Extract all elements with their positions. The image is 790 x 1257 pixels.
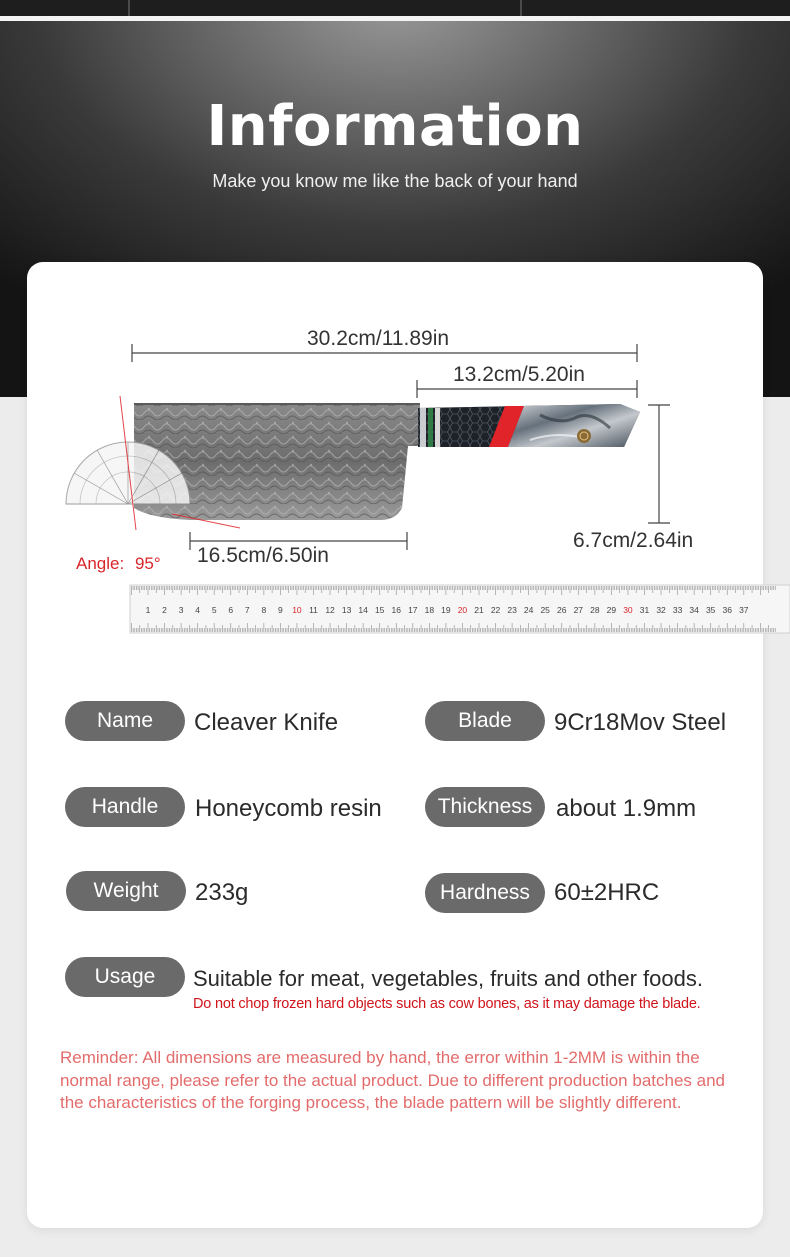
ruler-number: 17: [408, 605, 418, 615]
ruler-number: 19: [441, 605, 451, 615]
ruler-number: 14: [358, 605, 368, 615]
ruler-number: 34: [689, 605, 699, 615]
ruler-number: 2: [162, 605, 167, 615]
ruler-number: 4: [195, 605, 201, 615]
angle-label: [76, 554, 161, 574]
ruler-number: 28: [590, 605, 600, 615]
spec-label-hardness: Hardness: [425, 873, 545, 913]
ruler-number: 35: [705, 605, 716, 615]
ruler-number: 8: [261, 605, 267, 615]
spec-label-name: Name: [65, 701, 185, 741]
ruler-number: 15: [374, 605, 385, 615]
ruler-number: 25: [540, 605, 550, 615]
reminder-note: Reminder: All dimensions are measured by hand, the error within 1-2MM is within the normal range, please refer to the actual product. Due to different production batches and the characteristics of the forging process, the blade pattern will be slightly different.: [60, 1048, 725, 1112]
spec-value-hardness: 60±2HRC: [554, 879, 660, 906]
ruler-number: 20: [457, 605, 468, 615]
handle-rivet-logo: [577, 429, 591, 443]
spec-value-blade: 9Cr18Mov Steel: [554, 709, 727, 736]
angle-label-text: Angle:: [76, 554, 125, 573]
spec-value-weight: 233g: [195, 879, 249, 906]
ruler-number: 29: [606, 605, 617, 615]
blade-height-label: 6.7cm/2.64in: [573, 529, 694, 552]
spec-label-handle: Handle: [65, 787, 185, 827]
ruler-number: 18: [424, 605, 435, 615]
ruler-number: 10: [292, 605, 302, 615]
spec-value-handle: Honeycomb resin: [195, 795, 382, 822]
ruler-number: 13: [341, 605, 352, 615]
ruler-number: 36: [722, 605, 732, 615]
overall-length-label: 30.2cm/11.89in: [307, 327, 450, 350]
spec-value-usage: Suitable for meat, vegetables, fruits and other foods.: [193, 966, 703, 991]
ruler-number: 24: [523, 605, 534, 615]
ruler-number: 5: [211, 605, 217, 615]
usage-warning: Do not chop frozen hard objects such as cow bones, as it may damage the blade.: [193, 996, 701, 1012]
spec-value-name: Cleaver Knife: [194, 709, 339, 736]
ruler-number: 3: [178, 605, 184, 615]
ruler: [130, 585, 790, 633]
spec-label-thickness: Thickness: [425, 787, 545, 827]
ruler-number: 23: [507, 605, 517, 615]
ruler-number: 22: [490, 605, 501, 615]
ruler-number: 16: [391, 605, 401, 615]
ruler-number: 7: [244, 605, 250, 615]
ruler-number: 9: [278, 605, 283, 615]
ruler-number: 27: [573, 605, 584, 615]
ruler-number: 30: [623, 605, 633, 615]
ruler-number: 31: [639, 605, 650, 615]
ruler-number: 33: [672, 605, 683, 615]
page-subtitle: Make you know me like the back of your hand: [212, 171, 578, 191]
blade-length-label: 16.5cm/6.50in: [197, 544, 329, 567]
ruler-number: 21: [474, 605, 484, 615]
ruler-number: 11: [309, 605, 318, 615]
ruler-number: 26: [557, 605, 567, 615]
spec-value-thickness: about 1.9mm: [556, 795, 697, 822]
spec-label-weight: Weight: [66, 871, 186, 911]
page-title: Information: [206, 94, 584, 159]
spec-label-usage: Usage: [65, 957, 185, 997]
ruler-number: 1: [145, 605, 151, 615]
handle-length-label: 13.2cm/5.20in: [453, 363, 585, 386]
ruler-number: 37: [739, 605, 749, 615]
ruler-number: 6: [228, 605, 234, 615]
ruler-number: 12: [325, 605, 335, 615]
angle-value: 95°: [134, 554, 161, 573]
spec-label-blade: Blade: [425, 701, 545, 741]
ruler-number: 32: [656, 605, 666, 615]
